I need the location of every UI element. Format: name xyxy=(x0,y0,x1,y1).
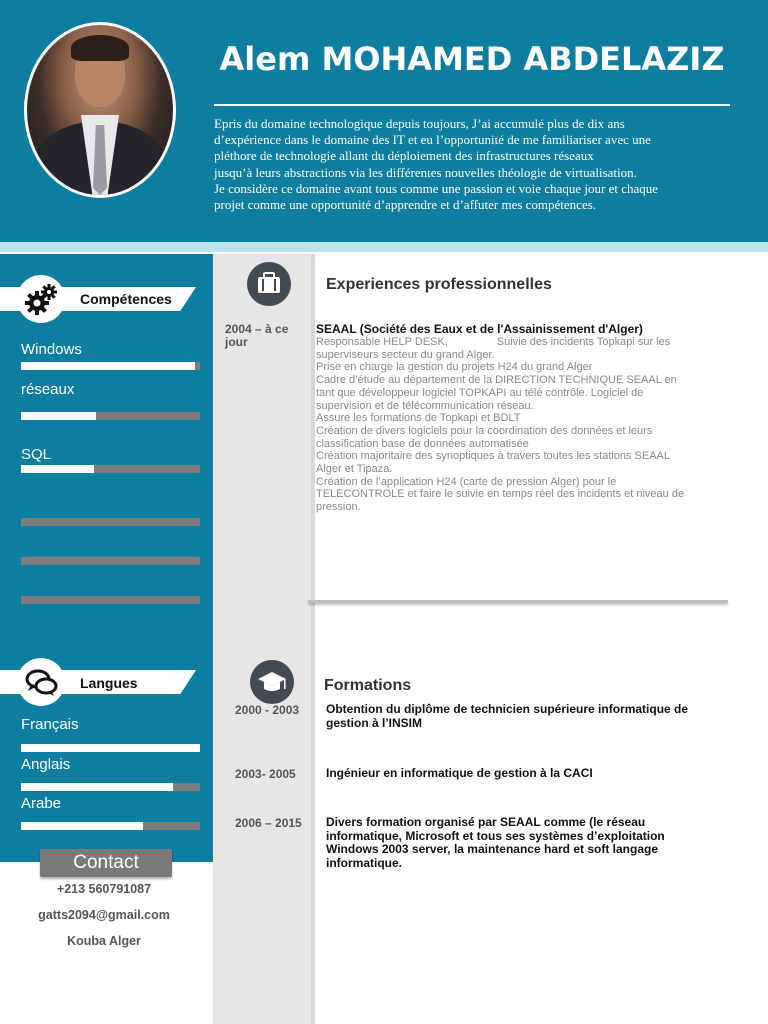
skill-bar xyxy=(21,465,200,473)
timeline-edge xyxy=(311,254,315,1024)
contact-location: Kouba Alger xyxy=(67,934,141,948)
skill-bar-fill xyxy=(21,412,96,420)
summary-line: Epris du domaine technologique depuis toujours, J’ai accumulé plus de dix ans xyxy=(214,116,625,131)
language-bar-fill xyxy=(21,744,200,752)
summary-line: pléthore de technologie allant du déploiement des infrastructures réseaux xyxy=(214,148,594,164)
formation-years: 2000 - 2003 xyxy=(235,703,300,717)
formation-line: Divers formation organisé par SEAAL comme (le réseau xyxy=(326,815,646,829)
formation-line: Obtention du diplôme de technicien supérieure informatique de xyxy=(326,702,689,716)
language-bar xyxy=(21,783,200,791)
contact-phone: +213 560791087 xyxy=(56,882,152,896)
briefcase-icon xyxy=(247,262,291,306)
formation-years: 2006 – 2015 xyxy=(235,816,302,830)
person-name: Alem MOHAMED ABDELAZIZ xyxy=(219,40,725,78)
timeline-column xyxy=(213,254,313,1024)
language-label: Arabe xyxy=(21,795,62,812)
formation-line: informatique. xyxy=(326,855,403,870)
speech-bubbles-icon xyxy=(17,658,65,706)
profile-photo xyxy=(24,22,176,198)
skill-bar-fill xyxy=(21,362,195,370)
language-bar xyxy=(21,744,200,752)
language-bar-fill xyxy=(21,822,143,830)
experience-line: Prise en charge la gestion du projets H24 du grand Alger xyxy=(316,361,593,374)
skill-label: réseaux xyxy=(21,381,75,398)
header-divider xyxy=(0,242,768,252)
summary-line: jusqu’à leurs abstractions via les différentes nouvelles théologie de virtualisation. xyxy=(214,164,637,180)
language-label: Français xyxy=(21,716,79,733)
profile-summary xyxy=(214,116,734,213)
skill-bar xyxy=(21,518,200,526)
contact-email: gatts2094@gmail.com xyxy=(38,908,170,922)
experience-line: Création majoritaire des synoptiques à travers toutes les stations SEAAL xyxy=(316,450,671,463)
experience-line: supervision et de télécommunication réseau. xyxy=(316,399,534,412)
skill-bar xyxy=(21,557,200,565)
experience-line: pression. xyxy=(316,501,361,514)
skill-label: SQL xyxy=(21,446,52,463)
experience-employer: SEAAL (Société des Eaux et de l'Assainissement d'Alger) xyxy=(316,322,643,336)
formation-line: informatique, Microsoft et tous ses systèmes d’exploitation xyxy=(326,828,665,843)
skill-bar xyxy=(21,596,200,604)
experience-line: Assure les formations de Topkapi et BDLT xyxy=(316,412,521,425)
summary-line: d’expérience dans le domaine des IT et eu l’opportunité de me familiariser avec une xyxy=(214,132,651,148)
competences-title: Compétences xyxy=(80,291,172,307)
experience-line: Création de l’application H24 (carte de pression Alger) pour le xyxy=(316,475,617,488)
formation-line: gestion à l’INSIM xyxy=(326,715,423,730)
experience-line: Responsable HELP DESK, Suivie des incidents Topkapi sur les xyxy=(316,336,671,348)
experience-title: Experiences professionnelles xyxy=(326,276,552,293)
formation-description xyxy=(326,703,726,730)
contact-title: Contact xyxy=(40,849,172,877)
language-bar-fill xyxy=(21,783,173,791)
experience-line: classification base de données automatisée xyxy=(316,437,529,450)
formation-line: Windows 2003 server, la maintenance hard et soft langage xyxy=(326,842,659,856)
name-underline xyxy=(214,104,730,106)
experience-line: Cadre d’étude au département de la DIRECTION TECHNIQUE SEAAL en xyxy=(316,374,677,387)
experience-description xyxy=(316,336,726,514)
language-label: Anglais xyxy=(21,756,71,773)
formations-title: Formations xyxy=(324,677,412,694)
summary-line: projet comme une opportunité d’apprendre et d’affuter mes compétences. xyxy=(214,197,597,213)
experience-period: 2004 – à ce jour xyxy=(225,322,289,349)
formation-line: Ingénieur en informatique de gestion à la CACI xyxy=(326,766,593,780)
langues-title: Langues xyxy=(80,675,138,691)
gears-icon xyxy=(17,275,65,323)
skill-bar xyxy=(21,362,200,370)
formation-description xyxy=(326,767,726,781)
experience-line: Alger et Tipaza. xyxy=(316,463,393,476)
experience-line: tant que développeur logiciel TOPKAPI au télé contrôle. Logiciel de xyxy=(316,386,644,399)
experience-line: Création de divers logiciels pour la coordination des données et leurs xyxy=(316,424,653,437)
formation-years: 2003- 2005 xyxy=(235,767,296,781)
skill-bar xyxy=(21,412,200,420)
language-bar xyxy=(21,822,200,830)
summary-line: Je considère ce domaine avant tous comme une passion et voie chaque jour et chaque xyxy=(214,180,659,196)
skill-label: Windows xyxy=(21,341,82,358)
formation-description xyxy=(326,816,726,870)
graduation-cap-icon xyxy=(250,660,294,704)
experience-line: TELECONTROLE et faire le suivie en temps réel des incidents et niveau de xyxy=(316,488,685,501)
experience-line: superviseurs secteur du grand Alger. xyxy=(316,348,495,361)
section-divider xyxy=(308,600,728,603)
skill-bar-fill xyxy=(21,465,94,473)
